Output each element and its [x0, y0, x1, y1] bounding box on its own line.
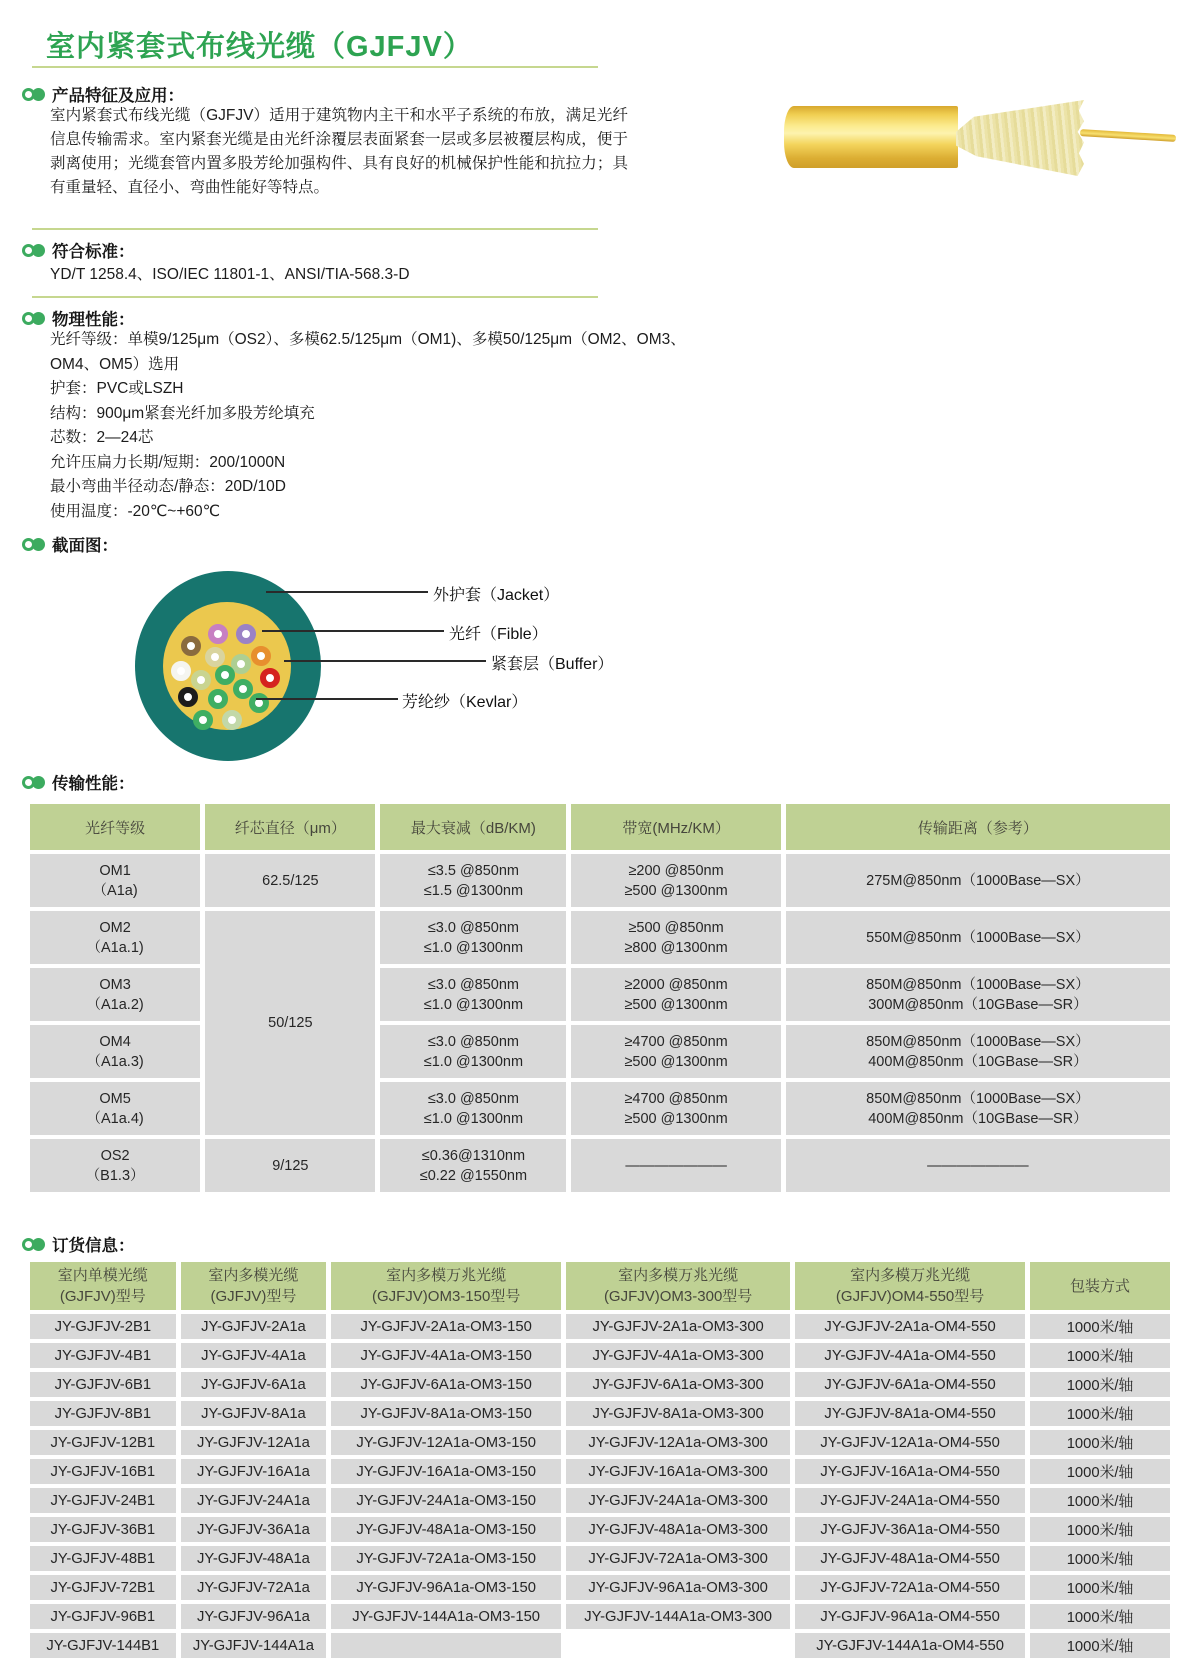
ordering-row: [30, 1459, 1170, 1484]
ordering-header-cell: 室内多模万兆光缆 (GJFJV)OM3-150型号: [331, 1262, 561, 1310]
leader-line-buffer: [284, 660, 486, 662]
double-circle-bullet-icon: [22, 244, 45, 257]
section-heading-cross-section: [22, 532, 118, 556]
cable-product-image: [778, 92, 1188, 184]
ordering-cell: JY-GJFJV-4A1a-OM3-150: [331, 1343, 561, 1368]
ordering-cell: JY-GJFJV-24A1a-OM3-300: [566, 1488, 790, 1513]
transmission-cell: 850M@850nm（1000Base—SX） 400M@850nm（10GBase—SR）: [786, 1025, 1170, 1078]
fiber-dot: [181, 636, 201, 656]
ordering-row: [30, 1546, 1170, 1571]
physical-properties-list: [50, 328, 686, 524]
ordering-cell: JY-GJFJV-2A1a-OM3-150: [331, 1314, 561, 1339]
fiber-dot: [215, 665, 235, 685]
section-label: 传输性能：: [52, 775, 135, 793]
transmission-cell: ≥2000 @850nm ≥500 @1300nm: [571, 968, 780, 1021]
ordering-cell: JY-GJFJV-6A1a-OM4-550: [795, 1372, 1025, 1397]
fiber-dot: [249, 693, 269, 713]
fiber-dot: [208, 624, 228, 644]
fiber-dot: [260, 668, 280, 688]
ordering-row: [30, 1401, 1170, 1426]
transmission-cell: ———————: [571, 1139, 780, 1192]
section-label: 符合标准：: [52, 243, 135, 261]
ordering-cell: JY-GJFJV-144A1a-OM4-550: [795, 1633, 1025, 1658]
ordering-cell: JY-GJFJV-12A1a-OM3-150: [331, 1430, 561, 1455]
ordering-cell: JY-GJFJV-144A1a-OM3-150: [331, 1604, 561, 1629]
double-circle-bullet-icon: [22, 88, 45, 101]
fiber-dot: [236, 624, 256, 644]
fiber-dot: [193, 710, 213, 730]
transmission-cell: ≥200 @850nm ≥500 @1300nm: [571, 854, 780, 907]
ordering-header-cell: 室内多模万兆光缆 (GJFJV)OM3-300型号: [566, 1262, 790, 1310]
transmission-header-cell: 带宽(MHz/KM）: [571, 804, 780, 850]
label-kevlar: 芳纶纱（Kevlar）: [402, 694, 528, 711]
ordering-cell: JY-GJFJV-96A1a-OM3-150: [331, 1575, 561, 1600]
ordering-cell: JY-GJFJV-16A1a-OM3-300: [566, 1459, 790, 1484]
ordering-row: [30, 1372, 1170, 1397]
ordering-cell: JY-GJFJV-2A1a-OM4-550: [795, 1314, 1025, 1339]
fiber-dot: [208, 689, 228, 709]
double-circle-bullet-icon: [22, 312, 45, 325]
ordering-cell: JY-GJFJV-4A1a-OM4-550: [795, 1343, 1025, 1368]
divider: [32, 66, 598, 68]
transmission-cell: ≥4700 @850nm ≥500 @1300nm: [571, 1082, 780, 1135]
leader-line-fiber: [262, 630, 444, 632]
ordering-cell: 1000米/轴: [1030, 1430, 1170, 1455]
physical-property-line: 结构：900μm紧套光纤加多股芳纶填充: [50, 404, 315, 422]
ordering-cell: JY-GJFJV-12B1: [30, 1430, 176, 1455]
transmission-cell: OM2 （A1a.1): [30, 911, 200, 964]
label-buffer: 紧套层（Buffer）: [491, 656, 614, 673]
ordering-table: [25, 1258, 1175, 1662]
features-paragraph: 室内紧套式布线光缆（GJFJV）适用于建筑物内主干和水平子系统的布放，满足光纤信息传输需求。室内紧套光缆是由光纤涂覆层表面紧套一层或多层被覆层构成，便于剥离使用；光缆套管内置多股芳纶加强构件、具有良好的机械保护性能和抗拉力；具有重量轻、直径小、弯曲性能好等特点。: [50, 107, 628, 196]
section-label: 截面图：: [52, 537, 118, 555]
transmission-header-cell: 传输距离（参考）: [786, 804, 1170, 850]
transmission-cell: 62.5/125: [205, 854, 375, 907]
ordering-row: [30, 1575, 1170, 1600]
ordering-cell: JY-GJFJV-36A1a-OM4-550: [795, 1517, 1025, 1542]
ordering-cell: [331, 1633, 561, 1658]
ordering-cell: 1000米/轴: [1030, 1604, 1170, 1629]
cable-aramid-fray: [956, 100, 1084, 176]
ordering-cell: JY-GJFJV-8A1a: [181, 1401, 327, 1426]
ordering-cell: JY-GJFJV-24A1a-OM3-150: [331, 1488, 561, 1513]
ordering-cell: [566, 1633, 790, 1658]
label-fiber: 光纤（Fible）: [449, 626, 548, 643]
transmission-cell: OM4 （A1a.3): [30, 1025, 200, 1078]
ordering-cell: JY-GJFJV-48A1a-OM4-550: [795, 1546, 1025, 1571]
ordering-cell: JY-GJFJV-4B1: [30, 1343, 176, 1368]
ordering-cell: JY-GJFJV-6A1a-OM3-150: [331, 1372, 561, 1397]
ordering-cell: JY-GJFJV-16A1a: [181, 1459, 327, 1484]
ordering-cell: JY-GJFJV-72A1a: [181, 1575, 327, 1600]
ordering-cell: JY-GJFJV-2A1a: [181, 1314, 327, 1339]
section-label: 产品特征及应用：: [52, 87, 184, 105]
ordering-cell: JY-GJFJV-144B1: [30, 1633, 176, 1658]
ordering-cell: 1000米/轴: [1030, 1401, 1170, 1426]
ordering-cell: 1000米/轴: [1030, 1517, 1170, 1542]
ordering-cell: 1000米/轴: [1030, 1488, 1170, 1513]
ordering-cell: JY-GJFJV-8B1: [30, 1401, 176, 1426]
ordering-header-cell: 包装方式: [1030, 1262, 1170, 1310]
ordering-cell: JY-GJFJV-48A1a: [181, 1546, 327, 1571]
ordering-cell: JY-GJFJV-96A1a-OM4-550: [795, 1604, 1025, 1629]
transmission-cell: ≤3.0 @850nm ≤1.0 @1300nm: [380, 968, 566, 1021]
ordering-cell: JY-GJFJV-48A1a-OM3-150: [331, 1517, 561, 1542]
physical-property-line: 芯数：2—24芯: [50, 429, 154, 446]
transmission-row: [30, 1139, 1170, 1192]
ordering-cell: JY-GJFJV-6A1a-OM3-300: [566, 1372, 790, 1397]
ordering-cell: JY-GJFJV-36A1a: [181, 1517, 327, 1542]
ordering-cell: JY-GJFJV-4A1a: [181, 1343, 327, 1368]
transmission-cell: ≤3.0 @850nm ≤1.0 @1300nm: [380, 911, 566, 964]
ordering-cell: JY-GJFJV-2A1a-OM3-300: [566, 1314, 790, 1339]
ordering-cell: 1000米/轴: [1030, 1372, 1170, 1397]
fiber-dot: [205, 647, 225, 667]
ordering-row: [30, 1633, 1170, 1658]
section-heading-standards: [22, 238, 135, 262]
transmission-row: [30, 1025, 1170, 1078]
transmission-cell: 275M@850nm（1000Base—SX）: [786, 854, 1170, 907]
ordering-cell: JY-GJFJV-12A1a-OM3-300: [566, 1430, 790, 1455]
ordering-row: [30, 1604, 1170, 1629]
ordering-cell: 1000米/轴: [1030, 1633, 1170, 1658]
ordering-row: [30, 1488, 1170, 1513]
transmission-cell: ———————: [786, 1139, 1170, 1192]
ordering-cell: JY-GJFJV-16B1: [30, 1459, 176, 1484]
section-heading-transmission: [22, 770, 135, 794]
ordering-cell: JY-GJFJV-96A1a: [181, 1604, 327, 1629]
transmission-row: [30, 1082, 1170, 1135]
ordering-header-cell: 室内多模万兆光缆 (GJFJV)OM4-550型号: [795, 1262, 1025, 1310]
ordering-cell: 1000米/轴: [1030, 1343, 1170, 1368]
ordering-cell: JY-GJFJV-96A1a-OM3-300: [566, 1575, 790, 1600]
ordering-cell: JY-GJFJV-8A1a-OM4-550: [795, 1401, 1025, 1426]
label-jacket: 外护套（Jacket）: [433, 587, 560, 604]
ordering-cell: JY-GJFJV-24B1: [30, 1488, 176, 1513]
transmission-header-cell: 纤芯直径（μm）: [205, 804, 375, 850]
fiber-dot: [251, 646, 271, 666]
ordering-cell: JY-GJFJV-72A1a-OM4-550: [795, 1575, 1025, 1600]
ordering-cell: JY-GJFJV-72A1a-OM3-300: [566, 1546, 790, 1571]
divider: [32, 228, 598, 230]
transmission-cell: 50/125: [205, 911, 375, 1135]
cable-jacket: [784, 106, 958, 168]
ordering-cell: JY-GJFJV-96B1: [30, 1604, 176, 1629]
standards-line: YD/T 1258.4、ISO/IEC 11801-1、ANSI/TIA-568.3-D: [50, 266, 410, 283]
section-heading-physical: [22, 306, 135, 330]
ordering-cell: JY-GJFJV-72B1: [30, 1575, 176, 1600]
ordering-cell: JY-GJFJV-16A1a-OM3-150: [331, 1459, 561, 1484]
ordering-cell: 1000米/轴: [1030, 1314, 1170, 1339]
ordering-cell: JY-GJFJV-6B1: [30, 1372, 176, 1397]
physical-property-line: OM4、OM5）选用: [50, 355, 180, 373]
ordering-header-cell: 室内单模光缆 (GJFJV)型号: [30, 1262, 176, 1310]
ordering-row: [30, 1430, 1170, 1455]
ordering-cell: JY-GJFJV-12A1a: [181, 1430, 327, 1455]
physical-property-line: 使用温度：-20℃~+60℃: [50, 502, 221, 520]
transmission-cell: OS2 （B1.3）: [30, 1139, 200, 1192]
physical-property-line: 光纤等级：单模9/125μm（OS2）、多模62.5/125μm（OM1)、多模50/125μm（OM2、OM3、: [50, 331, 686, 348]
transmission-cell: ≤3.5 @850nm ≤1.5 @1300nm: [380, 854, 566, 907]
ordering-cell: JY-GJFJV-2B1: [30, 1314, 176, 1339]
transmission-cell: ≤3.0 @850nm ≤1.0 @1300nm: [380, 1082, 566, 1135]
transmission-row: [30, 968, 1170, 1021]
transmission-cell: OM5 （A1a.4): [30, 1082, 200, 1135]
transmission-cell: OM3 （A1a.2): [30, 968, 200, 1021]
ordering-cell: JY-GJFJV-8A1a-OM3-150: [331, 1401, 561, 1426]
ordering-cell: JY-GJFJV-16A1a-OM4-550: [795, 1459, 1025, 1484]
transmission-cell: OM1 （A1a): [30, 854, 200, 907]
section-label: 订货信息：: [52, 1237, 135, 1255]
transmission-cell: ≥500 @850nm ≥800 @1300nm: [571, 911, 780, 964]
transmission-cell: 550M@850nm（1000Base—SX）: [786, 911, 1170, 964]
double-circle-bullet-icon: [22, 1238, 45, 1251]
divider: [32, 296, 598, 298]
transmission-table: [25, 800, 1175, 1196]
ordering-cell: JY-GJFJV-144A1a: [181, 1633, 327, 1658]
ordering-cell: JY-GJFJV-72A1a-OM3-150: [331, 1546, 561, 1571]
ordering-cell: JY-GJFJV-24A1a: [181, 1488, 327, 1513]
physical-property-line: 允许压扁力长期/短期：200/1000N: [50, 453, 286, 471]
ordering-cell: JY-GJFJV-24A1a-OM4-550: [795, 1488, 1025, 1513]
fiber-dot: [191, 670, 211, 690]
physical-property-line: 最小弯曲半径动态/静态：20D/10D: [50, 478, 286, 495]
ordering-cell: JY-GJFJV-48A1a-OM3-300: [566, 1517, 790, 1542]
transmission-cell: 850M@850nm（1000Base—SX） 300M@850nm（10GBase—SR）: [786, 968, 1170, 1021]
ordering-cell: JY-GJFJV-48B1: [30, 1546, 176, 1571]
ordering-cell: JY-GJFJV-36B1: [30, 1517, 176, 1542]
transmission-row: [30, 911, 1170, 964]
ordering-cell: JY-GJFJV-12A1a-OM4-550: [795, 1430, 1025, 1455]
section-heading-features: [22, 82, 184, 106]
ordering-cell: 1000米/轴: [1030, 1546, 1170, 1571]
ordering-cell: JY-GJFJV-144A1a-OM3-300: [566, 1604, 790, 1629]
fiber-dot: [171, 661, 191, 681]
transmission-cell: ≤3.0 @850nm ≤1.0 @1300nm: [380, 1025, 566, 1078]
fiber-dot: [178, 687, 198, 707]
cross-section-diagram: [130, 566, 330, 766]
page-title: 室内紧套式布线光缆（GJFJV）: [46, 31, 473, 63]
ordering-cell: JY-GJFJV-6A1a: [181, 1372, 327, 1397]
ordering-cell: JY-GJFJV-8A1a-OM3-300: [566, 1401, 790, 1426]
transmission-row: [30, 854, 1170, 907]
ordering-cell: 1000米/轴: [1030, 1459, 1170, 1484]
transmission-cell: 9/125: [205, 1139, 375, 1192]
ordering-cell: 1000米/轴: [1030, 1575, 1170, 1600]
leader-line-kevlar: [256, 698, 398, 700]
ordering-row: [30, 1314, 1170, 1339]
transmission-header-cell: 最大衰减（dB/KM): [380, 804, 566, 850]
transmission-cell: 850M@850nm（1000Base—SX） 400M@850nm（10GBase—SR）: [786, 1082, 1170, 1135]
section-label: 物理性能：: [52, 311, 135, 329]
ordering-row: [30, 1343, 1170, 1368]
section-heading-ordering: [22, 1232, 135, 1256]
double-circle-bullet-icon: [22, 538, 45, 551]
ordering-cell: JY-GJFJV-4A1a-OM3-300: [566, 1343, 790, 1368]
transmission-header-cell: 光纤等级: [30, 804, 200, 850]
physical-property-line: 护套：PVC或LSZH: [50, 380, 184, 397]
transmission-cell: ≤0.36@1310nm ≤0.22 @1550nm: [380, 1139, 566, 1192]
fiber-dot: [222, 710, 242, 730]
cable-bare-fiber: [1080, 129, 1176, 142]
ordering-header-cell: 室内多模光缆 (GJFJV)型号: [181, 1262, 327, 1310]
double-circle-bullet-icon: [22, 776, 45, 789]
transmission-cell: ≥4700 @850nm ≥500 @1300nm: [571, 1025, 780, 1078]
leader-line-jacket: [266, 591, 428, 593]
ordering-row: [30, 1517, 1170, 1542]
